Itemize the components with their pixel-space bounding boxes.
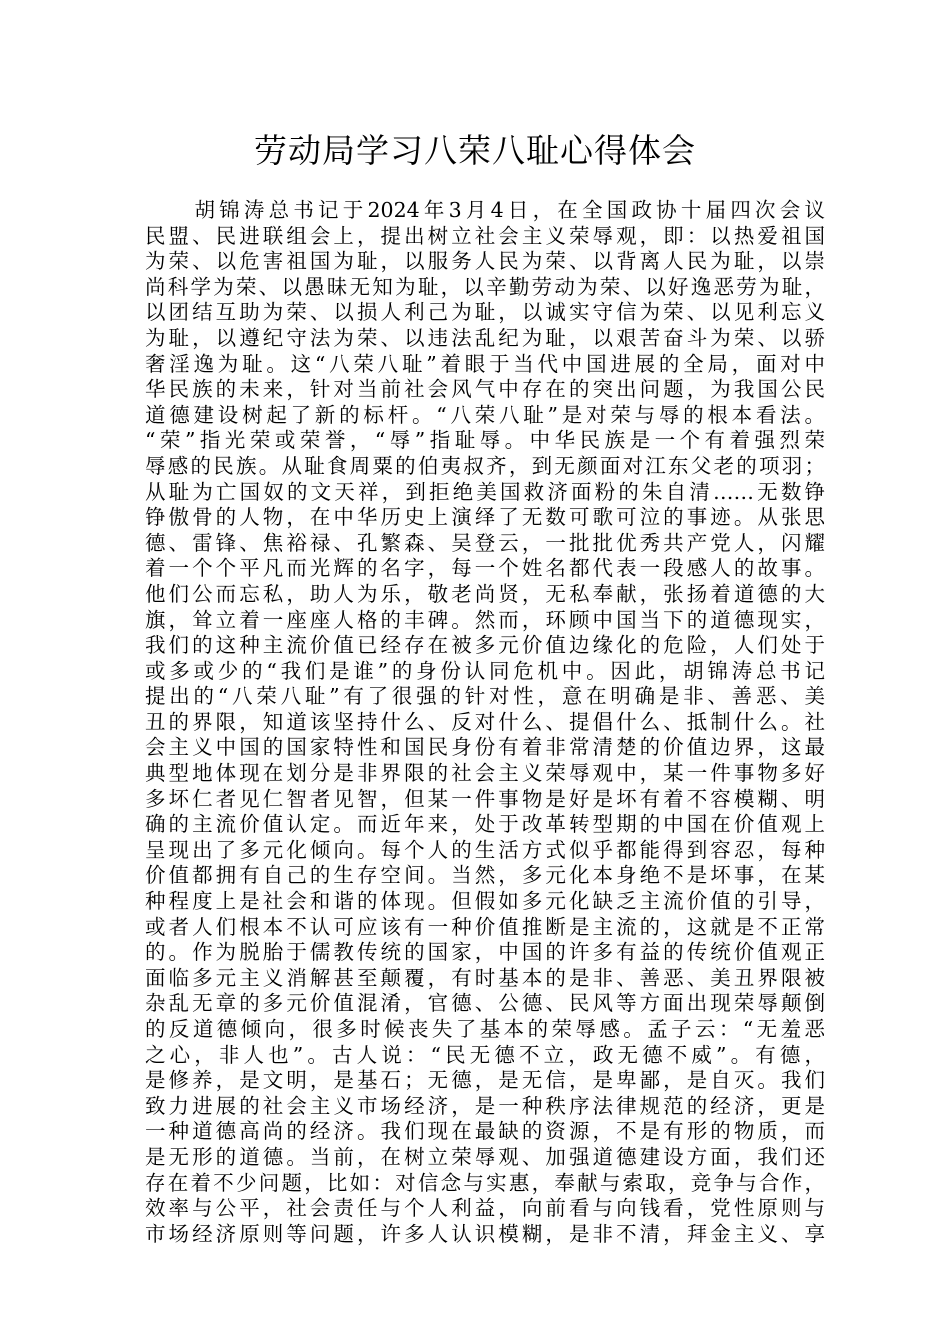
body-text-line: 为耻，以遵纪守法为荣、以违法乱纪为耻，以艰苦奋斗为荣、以骄	[145, 325, 825, 350]
body-text-line: 提出的“八荣八耻”有了很强的针对性，意在明确是非、善恶、美	[145, 684, 825, 709]
body-text-line: 的。作为脱胎于儒教传统的国家，中国的许多有益的传统价值观正	[145, 940, 825, 965]
body-text-line: 民盟、民进联组会上，提出树立社会主义荣辱观，即：以热爱祖国	[145, 223, 825, 248]
body-text-line: 华民族的未来，针对当前社会风气中存在的突出问题，为我国公民	[145, 377, 825, 402]
document-title: 劳动局学习八荣八耻心得体会	[254, 131, 696, 170]
body-text-line: 奢淫逸为耻。这“八荣八耻”着眼于当代中国进展的全局，面对中	[145, 351, 825, 376]
document-body	[145, 198, 825, 1247]
body-text-line: 种程度上是社会和谐的体现。但假如多元化缺乏主流价值的引导，	[145, 889, 825, 914]
body-text-line: 为荣、以危害祖国为耻，以服务人民为荣、以背离人民为耻，以崇	[145, 249, 825, 274]
body-text-line: “荣”指光荣或荣誉，“辱”指耻辱。中华民族是一个有着强烈荣	[145, 428, 825, 453]
body-text-line: 丑的界限，知道该坚持什么、反对什么、提倡什么、抵制什么。社	[145, 709, 825, 734]
body-text-line: 或多或少的“我们是谁”的身份认同危机中。因此，胡锦涛总书记	[145, 658, 825, 683]
body-text-line: 着一个个平凡而光辉的名字，每一个姓名都代表一段感人的故事。	[145, 556, 825, 581]
body-text-line: 是修养，是文明，是基石；无德，是无信，是卑鄙，是自灭。我们	[145, 1068, 825, 1093]
body-text-line: 会主义中国的国家特性和国民身份有着非常清楚的价值边界，这最	[145, 735, 825, 760]
body-text-line: 效率与公平，社会责任与个人利益，向前看与向钱看，党性原则与	[145, 1196, 825, 1221]
body-text-line: 面临多元主义消解甚至颠覆，有时基本的是非、善恶、美丑界限被	[145, 965, 825, 990]
body-text-line: 一种道德高尚的经济。我们现在最缺的资源，不是有形的物质，而	[145, 1119, 825, 1144]
body-text-line: 致力进展的社会主义市场经济，是一种秩序法律规范的经济，更是	[145, 1093, 825, 1118]
body-text-line: 或者人们根本不认可应该有一种价值推断是主流的，这就是不正常	[145, 914, 825, 939]
body-text-line: 旗，耸立着一座座人格的丰碑。然而，环顾中国当下的道德现实，	[145, 607, 825, 632]
body-text-line: 价值都拥有自己的生存空间。当然，多元化本身绝不是坏事，在某	[145, 863, 825, 888]
body-text-line: 多坏仁者见仁智者见智，但某一件事物是好是坏有着不容模糊、明	[145, 786, 825, 811]
body-text-line: 辱感的民族。从耻食周粟的伯夷叔齐，到无颜面对江东父老的项羽；	[145, 453, 825, 478]
body-text-line: 他们公而忘私，助人为乐，敬老尚贤，无私奉献，张扬着道德的大	[145, 581, 825, 606]
body-text-line: 确的主流价值认定。而近年来，处于改革转型期的中国在价值观上	[145, 812, 825, 837]
body-text-line: 以团结互助为荣、以损人利己为耻，以诚实守信为荣、以见利忘义	[145, 300, 825, 325]
body-text-line: 铮傲骨的人物，在中华历史上演绎了无数可歌可泣的事迹。从张思	[145, 505, 825, 530]
body-text-line: 呈现出了多元化倾向。每个人的生活方式似乎都能得到容忍，每种	[145, 837, 825, 862]
body-text-line: 是无形的道德。当前，在树立荣辱观、加强道德建设方面，我们还	[145, 1144, 825, 1169]
body-text-line: 我们的这种主流价值已经存在被多元价值边缘化的危险，人们处于	[145, 633, 825, 658]
body-text-line: 尚科学为荣、以愚昧无知为耻，以辛勤劳动为荣、以好逸恶劳为耻，	[145, 274, 825, 299]
body-text-line: 典型地体现在划分是非界限的社会主义荣辱观中，某一件事物多好	[145, 761, 825, 786]
body-text-line: 杂乱无章的多元价值混淆，官德、公德、民风等方面出现荣辱颠倒	[145, 991, 825, 1016]
body-text-line: 从耻为亡国奴的文天祥，到拒绝美国救济面粉的朱自清……无数铮	[145, 479, 825, 504]
body-text-line: 存在着不少问题，比如：对信念与实惠，奉献与索取，竞争与合作，	[145, 1170, 825, 1195]
body-text-line: 胡锦涛总书记于2024年3月4日，在全国政协十届四次会议	[145, 198, 825, 222]
body-text-line: 德、雷锋、焦裕禄、孔繁森、吴登云，一批批优秀共产党人，闪耀	[145, 530, 825, 555]
body-text-line: 之心，非人也”。古人说：“民无德不立，政无德不威”。有德，	[145, 1042, 825, 1067]
body-text-line: 的反道德倾向，很多时候丧失了基本的荣辱感。孟子云：“无羞恶	[145, 1017, 825, 1041]
body-text-line: 道德建设树起了新的标杆。“八荣八耻”是对荣与辱的根本看法。	[145, 402, 825, 427]
body-text-line: 市场经济原则等问题，许多人认识模糊，是非不清，拜金主义、享	[145, 1221, 825, 1246]
